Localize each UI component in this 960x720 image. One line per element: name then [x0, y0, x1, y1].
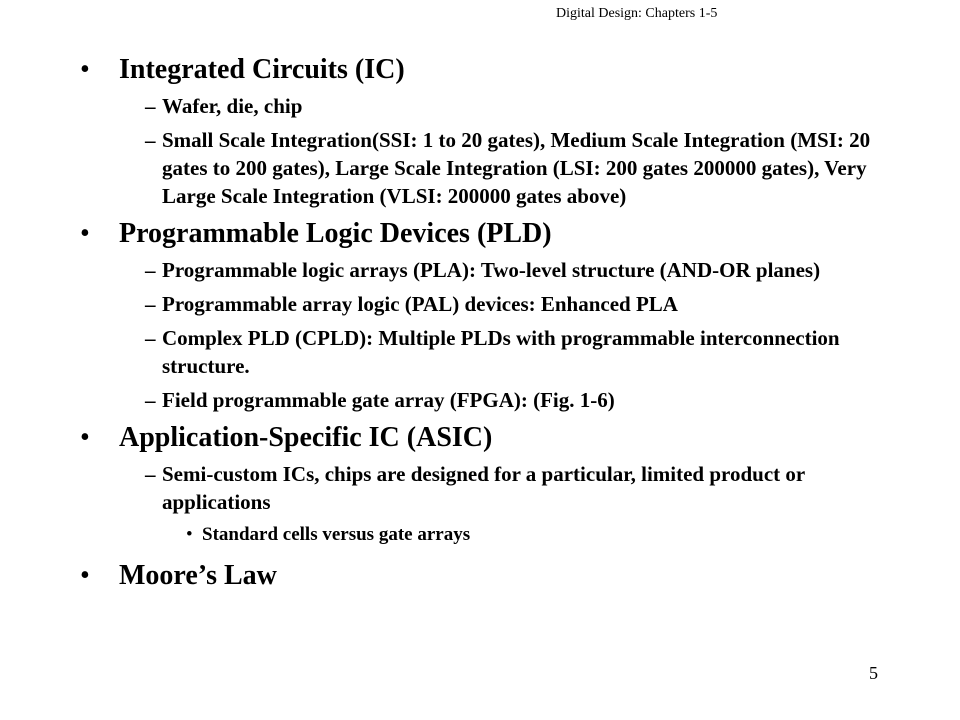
- heading-programmable-logic-devices: [0, 216, 960, 252]
- heading-text: Integrated Circuits (IC): [119, 54, 405, 85]
- list-item-text: Field programmable gate array (FPGA): (Fig. 1-6): [162, 388, 615, 412]
- list-item: [0, 92, 882, 120]
- dash-icon: –: [145, 292, 156, 316]
- dash-icon: –: [145, 326, 156, 350]
- slide-header: Digital Design: Chapters 1-5: [556, 6, 718, 21]
- list-item: [0, 386, 882, 414]
- list-item: [0, 460, 882, 516]
- list-item: [0, 256, 882, 284]
- dash-icon: –: [145, 258, 156, 282]
- list-item: [0, 126, 882, 210]
- list-item-text: Complex PLD (CPLD): Multiple PLDs with programmable interconnection structure.: [162, 326, 840, 378]
- heading-text: Application-Specific IC (ASIC): [119, 422, 493, 453]
- list-item-text: Programmable logic arrays (PLA): Two-level structure (AND-OR planes): [162, 258, 821, 282]
- heading-text: Moore’s Law: [119, 560, 277, 591]
- dash-icon: –: [145, 462, 156, 486]
- list-item-text: Programmable array logic (PAL) devices: Enhanced PLA: [162, 292, 678, 316]
- bullet-icon: •: [80, 218, 90, 249]
- bullet-icon: •: [186, 524, 193, 545]
- page-number: 5: [869, 663, 878, 683]
- list-item: [0, 290, 882, 318]
- heading-integrated-circuits: [0, 52, 960, 88]
- heading-text: Programmable Logic Devices (PLD): [119, 218, 552, 249]
- list-item-text: Semi-custom ICs, chips are designed for a particular, limited product or applications: [162, 462, 805, 514]
- dash-icon: –: [145, 128, 156, 152]
- dash-icon: –: [145, 94, 156, 118]
- bullet-icon: •: [80, 560, 90, 591]
- list-item-text: Wafer, die, chip: [162, 94, 303, 118]
- heading-asic: [0, 420, 960, 456]
- dash-icon: –: [145, 388, 156, 412]
- sub-list-item-text: Standard cells versus gate arrays: [202, 524, 471, 545]
- sub-list-item: [0, 522, 960, 548]
- slide-content: [0, 52, 960, 598]
- heading-moores-law: [0, 558, 960, 594]
- list-item: [0, 324, 882, 380]
- list-item-text: Small Scale Integration(SSI: 1 to 20 gates), Medium Scale Integration (MSI: 20 gates to 200 gates), Large Scale Integration (LSI: 200 gates 200000 gates), Very Large Scale Integration (VLSI: 200000 gates above): [162, 128, 871, 208]
- bullet-icon: •: [80, 422, 90, 453]
- bullet-icon: •: [80, 54, 90, 85]
